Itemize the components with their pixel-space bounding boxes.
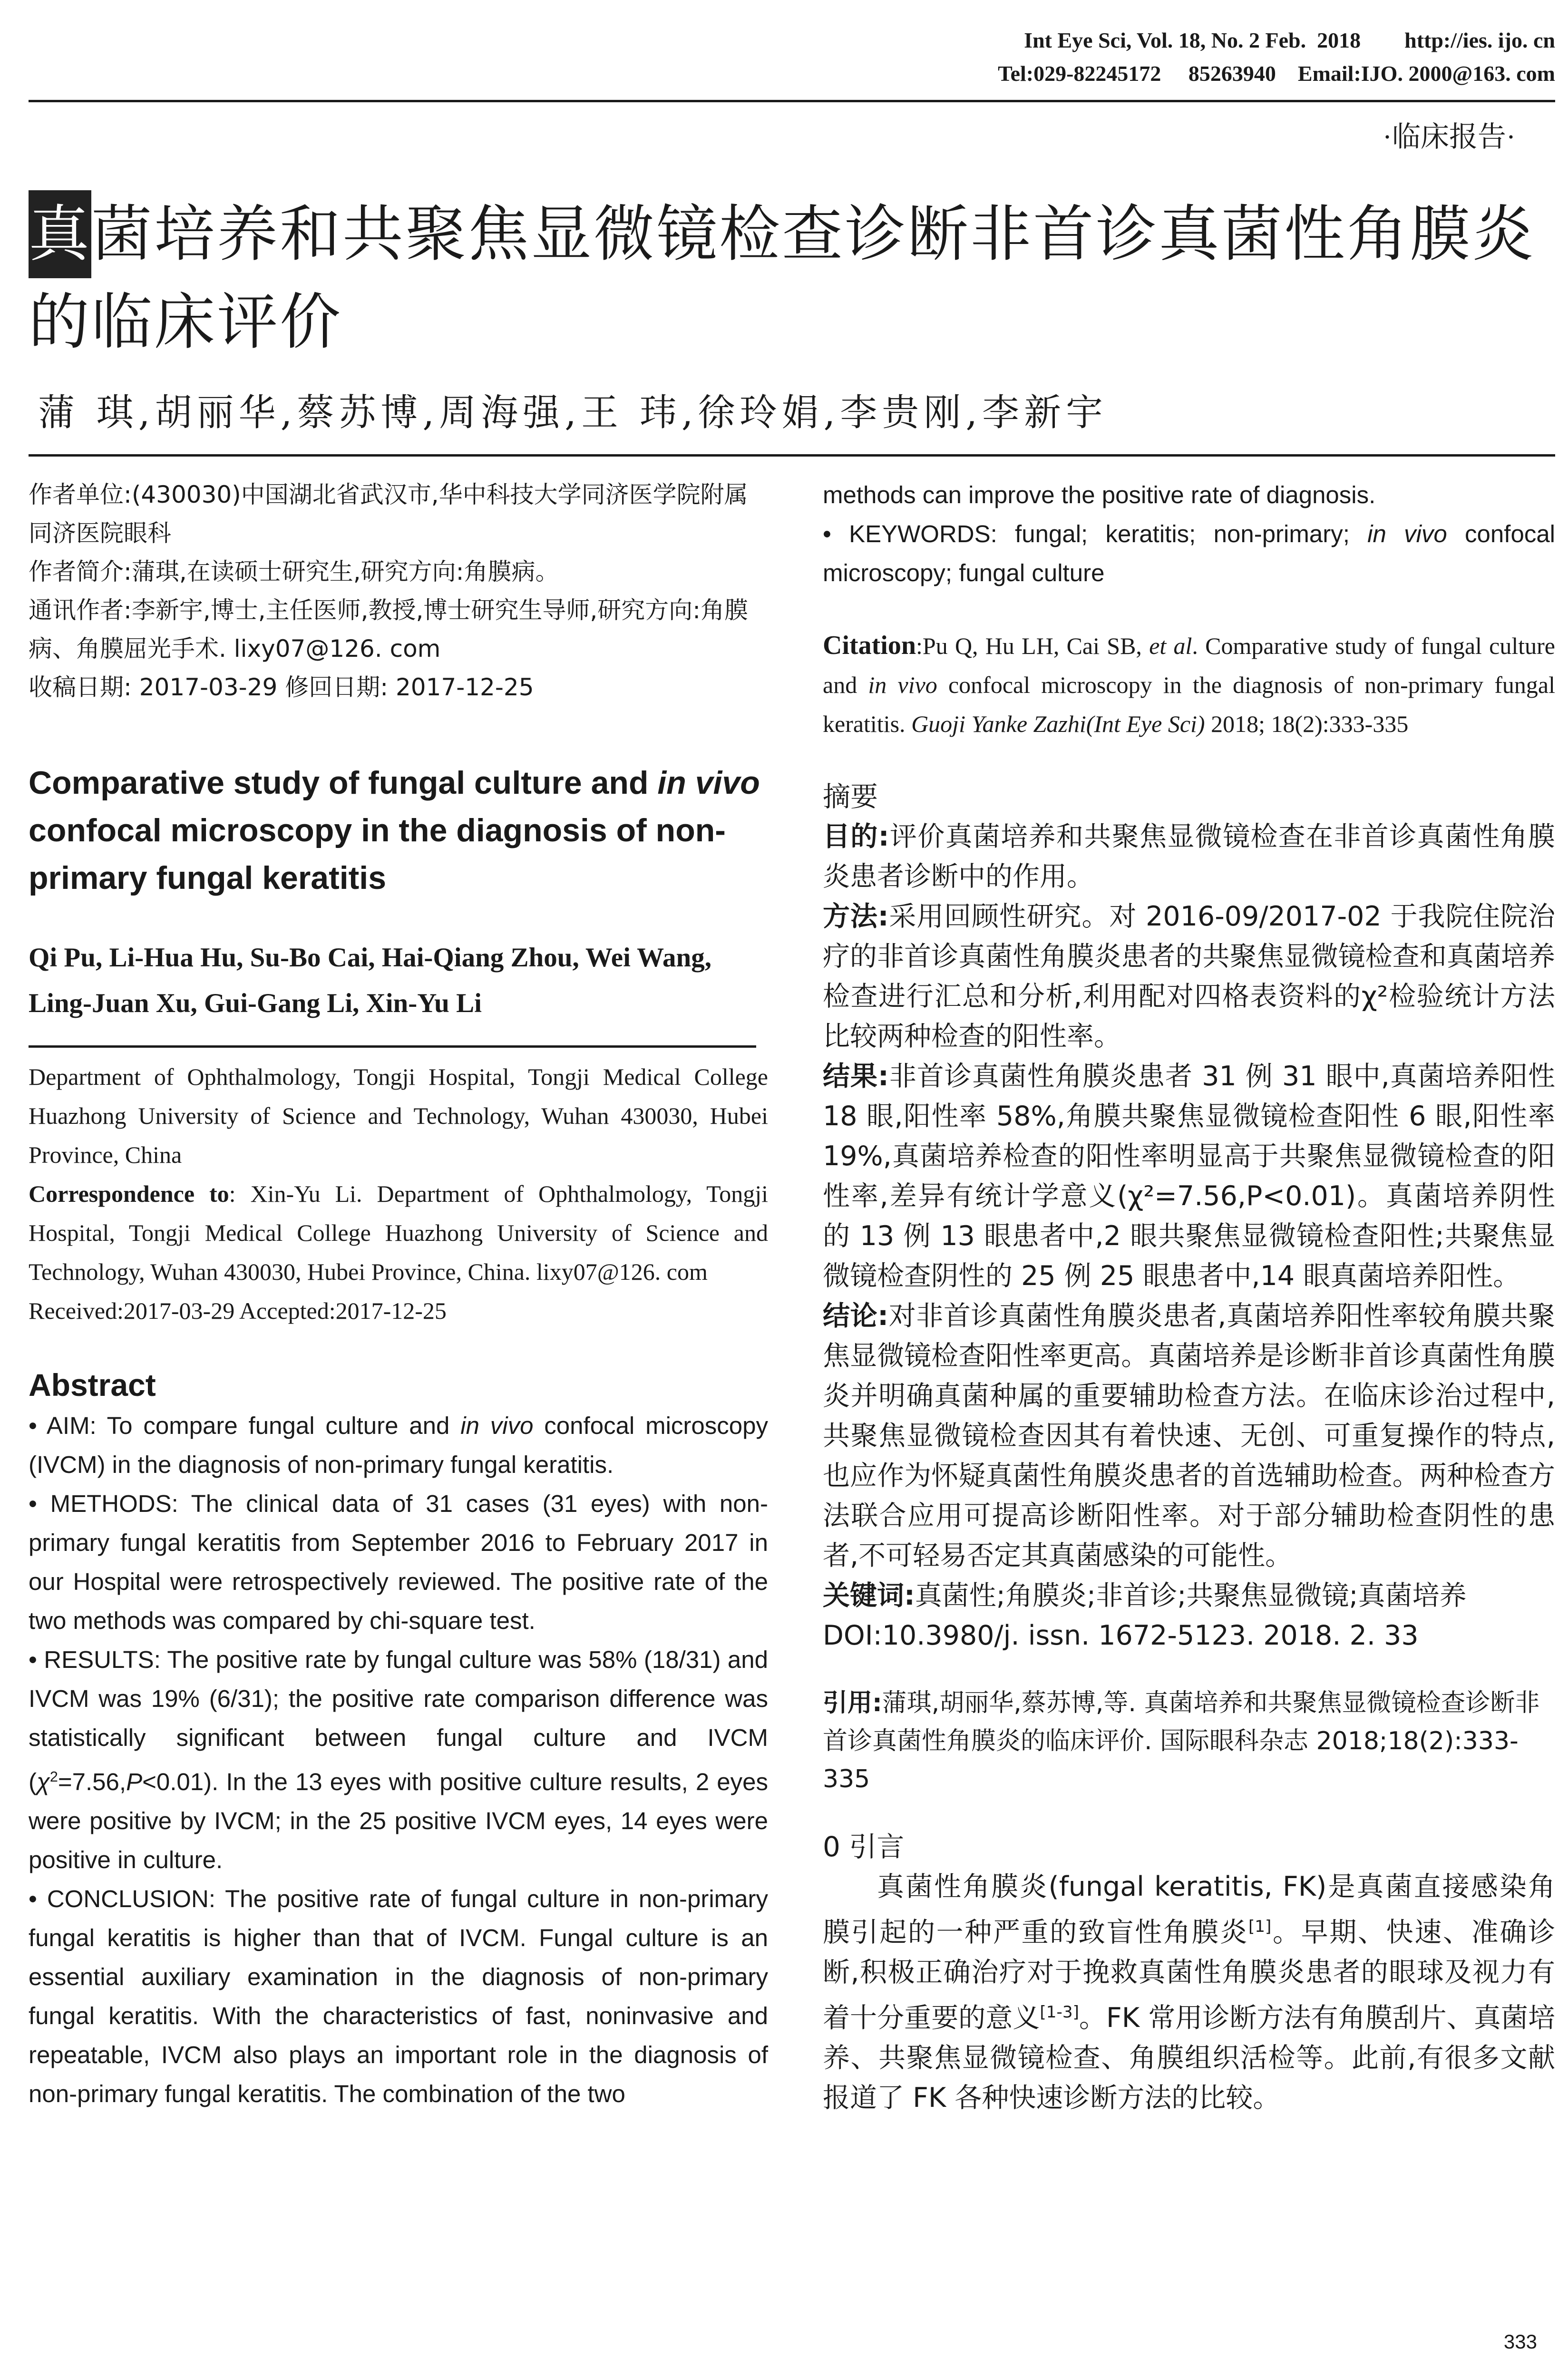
citation-en: Citation:Pu Q, Hu LH, Cai SB, et al. Comparative study of fungal culture and in vivo confocal microscopy in the diagnosis of non-primary fungal keratitis. Guoji Yanke Zazhi(Int Eye Sci) 2018; 18(2):333-335: [823, 631, 1555, 737]
abstract-cn-conclusion: 结论:对非首诊真菌性角膜炎患者,真菌培养阳性率较角膜共聚焦显微镜检查阳性率更高。真菌培养是诊断非首诊真菌性角膜炎并明确真菌种属的重要辅助检查方法。在临床诊治过程中,共聚焦显微镜检查因其有着快速、无创、可重复操作的特点,也应作为怀疑真菌性角膜炎患者的首选辅助检查。两种检查方法联合应用可提高诊断阳性率。对于部分辅助检查阴性的患者,不可轻易否定其真菌感染的可能性。: [823, 1300, 1555, 1571]
authors-en: Qi Pu, Li-Hua Hu, Su-Bo Cai, Hai-Qiang Zhou, Wei Wang, Ling-Juan Xu, Gui-Gang Li, Xin-Yu Li: [29, 943, 711, 1018]
journal-header: [29, 19, 1555, 102]
abstract-conclusion: • CONCLUSION: The positive rate of fungal culture in non-primary fungal keratitis is higher than that of IVCM. Fungal culture is an essential auxiliary examination in the diagnosis of non-primary fungal keratitis. With the characteristics of fast, noninvasive and repeatable, IVCM also plays an important role in the diagnosis of non-primary fungal keratitis. The combination of the two: [29, 1885, 768, 2107]
left-column: [29, 476, 768, 2114]
intro-heading: 0 引言: [823, 1831, 905, 1863]
page-number: 333: [1503, 2330, 1537, 2353]
intro-paragraph: 真菌性角膜炎(fungal keratitis, FK)是真菌直接感染角膜引起的一种严重的致盲性角膜炎[1]。早期、快速、准确诊断,积极正确治疗对于挽救真菌性角膜炎患者的眼球及视力有着十分重要的意义[1-3]。FK 常用诊断方法有角膜刮片、真菌培养、共聚焦显微镜检查、角膜组织活检等。此前,有很多文献报道了 FK 各种快速诊断方法的比较。: [823, 1871, 1555, 2114]
citation-cn: 引用:蒲琪,胡丽华,蔡苏博,等. 真菌培养和共聚焦显微镜检查诊断非首诊真菌性角膜炎的临床评价. 国际眼科杂志 2018;18(2):333-335: [823, 1689, 1540, 1793]
title-divider: [29, 454, 1555, 457]
article-title-cn: [29, 190, 1555, 366]
authors-divider: [29, 1045, 756, 1048]
author-bio: 作者简介:蒲琪,在读硕士研究生,研究方向:角膜病。: [29, 558, 559, 585]
article-title-en: Comparative study of fungal culture and in vivo confocal microscopy in the diagnosis of non-primary fungal keratitis: [29, 765, 760, 896]
abstract-results: • RESULTS: The positive rate by fungal culture was 58% (18/31) and IVCM was 19% (6/31); the positive rate comparison difference was statistically significant between fungal culture and IVCM $(\chi^2=7.56,P<0.01)$. In the 13 eyes with positive culture results, 2 eyes were positive by IVCM; in the 25 positive IVCM eyes, 14 eyes were positive in culture.: [29, 1646, 768, 1873]
section-tag: ·临床报告·: [1383, 121, 1516, 153]
abstract-cn-method: 方法:采用回顾性研究。对 2016-09/2017-02 于我院住院治疗的非首诊真菌性角膜炎患者的共聚焦显微镜检查和真菌培养检查进行汇总和分析,利用配对四格表资料的χ²检验统计方法比较两种检查的阳性率。: [823, 901, 1555, 1052]
title-first-char: 真: [29, 190, 91, 278]
header-journal-info: Int Eye Sci, Vol. 18, No. 2 Feb. 2018 http://ies. ijo. cn: [1024, 28, 1555, 52]
received-dates-cn: 收稿日期: 2017-03-29 修回日期: 2017-12-25: [29, 673, 534, 701]
authors-cn: 蒲 琪,胡丽华,蔡苏博,周海强,王 玮,徐玲娟,李贵刚,李新宇: [38, 391, 1108, 434]
received-dates-en: Received:2017-03-29 Accepted:2017-12-25: [29, 1297, 447, 1324]
department-en: Department of Ophthalmology, Tongji Hospital, Tongji Medical College Huazhong University of Science and Technology, Wuhan 430030, Hubei Province, China: [29, 1063, 768, 1168]
affiliation-unit: 作者单位:(430030)中国湖北省武汉市,华中科技大学同济医学院附属同济医院眼科: [29, 481, 748, 547]
header-contact-info: Tel:029-82245172 85263940 Email:IJO. 2000@163. com: [998, 61, 1555, 86]
title-rest: 菌培养和共聚焦显微镜检查诊断非首诊真菌性角膜炎的临床评价: [29, 199, 1536, 358]
keywords-en: • KEYWORDS: fungal; keratitis; non-primary; in vivo confocal microscopy; fungal culture: [823, 520, 1556, 586]
abstract-cn-result: 结果:非首诊真菌性角膜炎患者 31 例 31 眼中,真菌培养阳性 18 眼,阳性率 58%,角膜共聚焦显微镜检查阳性 6 眼,阳性率 19%,真菌培养检查的阳性率明显高于共聚焦显微镜检查的阳性率,差异有统计学意义(χ²=7.56,P<0.01)。真菌培养阴性的 13 例 13 眼患者中,2 眼共聚焦显微镜检查阳性;共聚焦显微镜检查阴性的 25 例 25 眼患者中,14 眼真菌培养阳性。: [823, 1061, 1556, 1292]
abstract-methods: • METHODS: The clinical data of 31 cases (31 eyes) with non-primary fungal keratitis from September 2016 to February 2017 in our Hospital were retrospectively reviewed. The positive rate of the two methods was compared by chi-square test.: [29, 1490, 768, 1634]
abstract-conclusion-cont: methods can improve the positive rate of diagnosis.: [823, 481, 1376, 508]
correspondence-en: Correspondence to: Xin-Yu Li. Department of Ophthalmology, Tongji Hospital, Tongji Medical College Huazhong University of Science and Technology, Wuhan 430030, Hubei Province, China. lixy07@126. com: [29, 1180, 768, 1285]
abstract-cn-objective: 目的:评价真菌培养和共聚焦显微镜检查在非首诊真菌性角膜炎患者诊断中的作用。: [823, 821, 1556, 892]
abstract-aim: • AIM: To compare fungal culture and in vivo confocal microscopy (IVCM) in the diagnosis of non-primary fungal keratitis.: [29, 1412, 768, 1478]
corresponding-author-cn: 通讯作者:李新宇,博士,主任医师,教授,博士研究生导师,研究方向:角膜病、角膜屈光手术. lixy07@126. com: [29, 596, 749, 662]
abstract-cn-heading: 摘要: [823, 780, 878, 813]
affiliation-cn: [29, 476, 768, 707]
abstract-heading: Abstract: [29, 1367, 156, 1403]
right-column: [823, 476, 1555, 2118]
keywords-cn: 关键词:真菌性;角膜炎;非首诊;共聚焦显微镜;真菌培养: [823, 1580, 1467, 1611]
doi: DOI:10.3980/j. issn. 1672-5123. 2018. 2. 33: [823, 1620, 1419, 1651]
